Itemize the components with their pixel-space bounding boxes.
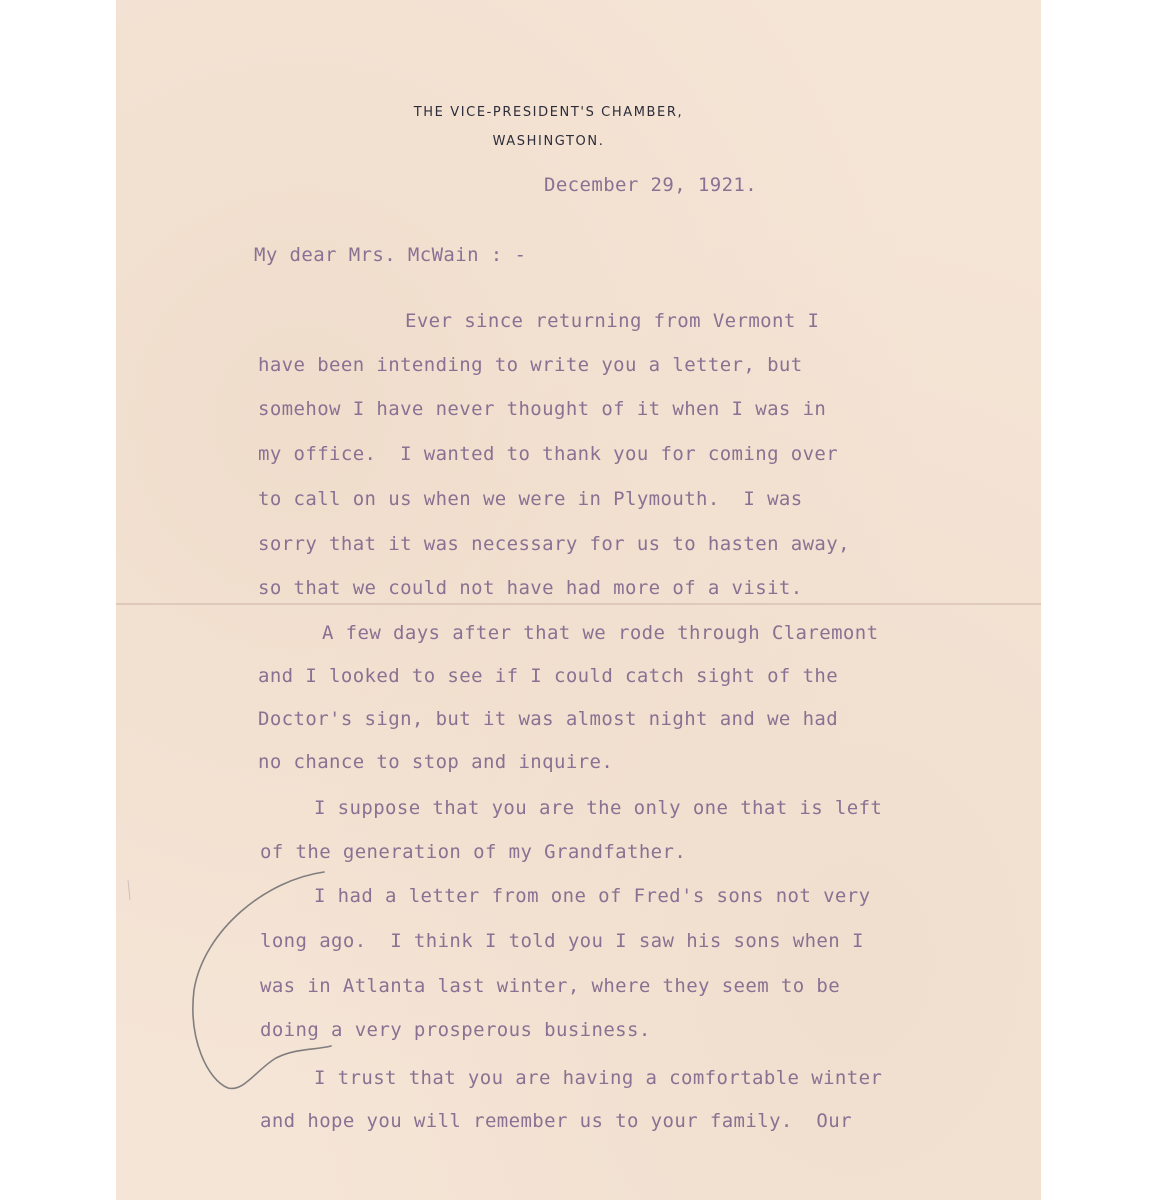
body-line: so that we could not have had more of a visit. bbox=[258, 577, 803, 599]
letterhead-city: WASHINGTON. bbox=[492, 134, 605, 149]
body-line: I trust that you are having a comfortable winter bbox=[314, 1067, 883, 1089]
body-line: to call on us when we were in Plymouth. I was bbox=[258, 488, 803, 510]
body-line: long ago. I think I told you I saw his sons when I bbox=[260, 930, 864, 952]
body-line: Doctor's sign, but it was almost night and we had bbox=[258, 708, 839, 730]
letter-page bbox=[116, 0, 1041, 1200]
body-line: have been intending to write you a letter, but bbox=[258, 354, 803, 376]
body-line: Ever since returning from Vermont I bbox=[405, 310, 820, 332]
letter-date: December 29, 1921. bbox=[544, 174, 758, 196]
body-line: sorry that it was necessary for us to hasten away, bbox=[258, 533, 850, 555]
body-line: A few days after that we rode through Claremont bbox=[322, 622, 879, 644]
body-line: I suppose that you are the only one that is left bbox=[314, 797, 883, 819]
body-line: and I looked to see if I could catch sight of the bbox=[258, 665, 839, 687]
body-line: and hope you will remember us to your family. Our bbox=[260, 1110, 852, 1132]
body-line: somehow I have never thought of it when I was in bbox=[258, 398, 827, 420]
body-line: I had a letter from one of Fred's sons not very bbox=[314, 885, 871, 907]
salutation: My dear Mrs. McWain : - bbox=[254, 244, 527, 266]
body-line: no chance to stop and inquire. bbox=[258, 751, 614, 773]
body-line: was in Atlanta last winter, where they seem to be bbox=[260, 975, 841, 997]
body-line: my office. I wanted to thank you for coming over bbox=[258, 443, 839, 465]
body-line: of the generation of my Grandfather. bbox=[260, 841, 687, 863]
pencil-bracket-mark bbox=[116, 0, 1041, 1200]
letterhead-title: THE VICE-PRESIDENT'S CHAMBER, bbox=[413, 105, 684, 120]
body-line: doing a very prosperous business. bbox=[260, 1019, 651, 1041]
